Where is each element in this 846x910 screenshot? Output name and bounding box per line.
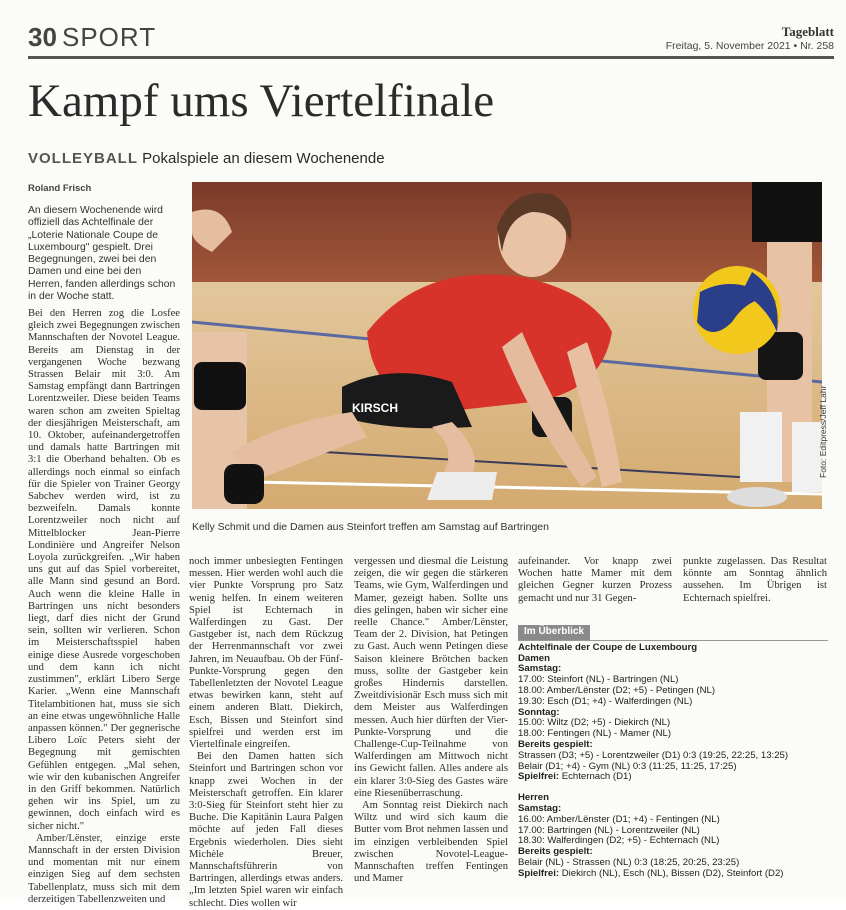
paragraph: Bei den Damen hatten sich Steinfort und Bartringen schon vor knapp zwei Wochen in der Meisterschaft getroffen. Ein klarer 3:0-Sieg für Steinfort steht hier zu Buche. Die Kapitänin Laura Palgen möchte auf jeden Fall dieses Ergebnis wiederholen. Dies sieht Michèle Breuer, Mannschaftsführerin von Bartringen, allerdings etwas anders. „Im letzten Spiel waren wir einfach schlecht. Dies wollen wir [189,751,343,909]
overview-rule [518,640,828,641]
overview-box [518,625,828,883]
kicker-topic: VOLLEYBALL [28,150,138,167]
overview-title: Achtelfinale der Coupe de Luxembourg [518,641,698,653]
dateline: Freitag, 5. November 2021 • Nr. 258 [665,40,834,52]
damen-bye-label: Spielfrei: [518,771,560,783]
author: Roland Frisch [28,183,92,194]
result: Strassen (D3; +5) - Lorentzweiler (D1) 0:3 (19:25, 22:25, 13:25) [518,749,789,761]
volleyball-photo-illustration [192,182,822,509]
herren-saturday-label: Samstag: [518,802,562,814]
result: Belair (D1; +4) - Gym (NL) 0:3 (11:25, 11:25, 17:25) [518,760,737,772]
article-column-2 [189,556,343,910]
damen-saturday-label: Samstag: [518,663,562,675]
fixture: 16.00: Amber/Lënster (D1; +4) - Fentingen (NL) [518,813,720,825]
herren-bye-label: Spielfrei: [518,867,560,879]
brand-name: Tageblatt [781,24,834,39]
photo-credit: Foto: Editpress/Jeff Lahr [818,385,828,478]
page-header [28,22,834,56]
section-title: SPORT [62,22,157,52]
photo-caption: Kelly Schmit und die Damen aus Steinfort treffen am Samstag auf Bartringen [192,521,549,533]
overview-tag: Im Überblick [518,625,590,640]
herren-label: Herren [518,792,549,804]
result: Belair (NL) - Strassen (NL) 0:3 (18:25, 20:25, 23:25) [518,856,740,868]
page-number: 30 [28,22,57,52]
header-rule [28,56,834,59]
photo [192,182,822,509]
paragraph: vergessen und diesmal die Leistung zeigen, die wir gegen die stärkeren Teams, wie Gym, Walferdingen und Mamer, gezeigt haben. Sollte uns dies gelingen, haben wir sicher eine reelle Chance." Amber/Lënster, Team der 2. Division, hat Petingen zu Gast. Auch wenn Petingen diese Saison kleinere Brötchen backen muss, sollte der Gastgeber kein großes Hindernis darstellen. Zweitdivisionär Esch muss sich mit dem Meister aus Walferdingen messen. Auch hier dürften der Vier-Punkte-Vorsprung und die Challenge-Cup-Teilnahme von Walferdingen am Mittwoch nicht ins Gewicht fallen. Alles andere als ein klarer 3:0-Sieg des Gastes wäre eine Riesenüberraschung. [354,556,508,799]
headline: Kampf ums Viertelfinale [28,75,495,127]
intro-text: An diesem Wochenende wird offiziell das Achtelfinale der „Loterie Nationale Coupe de Luxembourg" gespielt. Drei Begegnungen, zwei bei den Damen und eine bei den Herren, fanden allerdings schon in der Woche statt. [28,205,176,303]
paragraph: aufeinander. Vor knapp zwei Wochen hatte Mamer mit dem gleichen Gegner kurzen Prozess gemacht und nur 31 Gegen- [518,556,672,604]
kicker [28,150,385,167]
article-column-5 [683,556,827,605]
damen-label: Damen [518,652,550,664]
jersey-text: KIRSCH [352,401,399,415]
fixture: 19.30: Esch (D1; +4) - Walferdingen (NL) [518,695,693,707]
damen-bye: Echternach (D1) [561,771,632,783]
fixture: 18.30: Walferdingen (D2; +5) - Echternach (NL) [518,835,720,847]
paragraph: noch immer unbesiegten Fentingen messen. Hier werden wohl auch die vier Punkte Vorsprung pro Satz wenig helfen. In einem weiteren Spiel ist Echternach in Walferdingen zu Gast. Der Gastgeber ist, nach dem Rückzug der Herrenmannschaft vor zwei Jahren, im Neuaufbau. Ob der Fünf-Punkte-Vorsprung gegen den Tabellenletzten der Novotel League etwas bewirken kann, steht auf einem anderen Blatt. Diekirch, Esch, Bissen und Steinfort sind spielfrei und werden erst im Viertelfinale eingreifen. [189,556,343,751]
article-column-1 [28,308,180,906]
paragraph: Amber/Lënster, einzige erste Mannschaft in der ersten Division und momentan mit nur einem einzigen Sieg auf dem sechsten Tabellenplatz, muss sich mit dem derzeitigen Tabellenzweiten und [28,832,180,905]
herren-played-label: Bereits gespielt: [518,846,593,858]
article-column-3 [354,556,508,885]
fixture: 15.00: Wiltz (D2; +5) - Diekirch (NL) [518,717,671,729]
damen-sunday-label: Sonntag: [518,706,560,718]
kicker-text: Pokalspiele an diesem Wochenende [142,150,385,167]
fixture: 17.00: Bartringen (NL) - Lorentzweiler (NL) [518,824,700,836]
fixture: 18.00: Amber/Lënster (D2; +5) - Petingen (NL) [518,684,716,696]
fixture: 18.00: Fentingen (NL) - Mamer (NL) [518,728,672,740]
article-column-4 [518,556,672,605]
paragraph: Am Sonntag reist Diekirch nach Wiltz und wird sich kaum die Butter vom Brot nehmen lassen und im einzigen verbleibenden Spiel zwischen Novotel-League-Mannschaften treffen Fentingen und Mamer [354,800,508,885]
fixture: 17.00: Steinfort (NL) - Bartringen (NL) [518,674,679,686]
herren-bye: Diekirch (NL), Esch (NL), Bissen (D2), Steinfort (D2) [561,867,784,879]
paragraph: punkte zugelassen. Das Resultat könnte am Sonntag ähnlich aussehen. Im Übrigen ist Echternach spielfrei. [683,556,827,604]
damen-played-label: Bereits gespielt: [518,738,593,750]
paragraph: Bei den Herren zog die Losfee gleich zwei Begegnungen zwischen Mannschaften der Novotel League. Bereits am Dienstag in der vergangenen Woche bezwang Strassen Belair mit 3:0. Am Samstag empfängt dann Bartringen Lorentzweiler. Diese beiden Teams waren schon am zweiten Spieltag der diesjährigen Meisterschaft, am 10. Oktober, aufeinandergetroffen und damals hatte Bartringen mit 3:1 die Oberhand behalten. Ob es allerdings noch einmal so einfach für die Spieler von Trainer Georgy Sabchev werden wird, ist zu bezweifeln. Damals konnte Lorentzweiler noch nicht auf Mittelblocker Jean-Pierre Londinière und Angreifer Nelson Loyola zurückgreifen. „Wir haben uns gut auf das Spiel vorbereitet, alle Mann sind gesund an Bord. Auch wenn die kleine Halle in Bartringen uns nicht besonders liegt, darf dies nicht der Grund sein, sollten wir verlieren. Schon im Meisterschaftsspiel haben einige diese Ausrede vorgeschoben und dem kann ich nicht zustimmen", erklärt Libero Serge Karier. „Wenn eine Mannschaft Titelambitionen hat, muss sie sich an eine etwas ungewöhnliche Halle anpassen können." Der gegnerische Libero Loïc Peters sieht der Begegnung mit gemischten Gefühlen entgegen. „Mal sehen, wie wir den kubanischen Angreifer in den Griff bekommen. Natürlich gehen wir ins Spiel, um zu gewinnen, doch einfach wird es sicher nicht." [28,308,180,832]
